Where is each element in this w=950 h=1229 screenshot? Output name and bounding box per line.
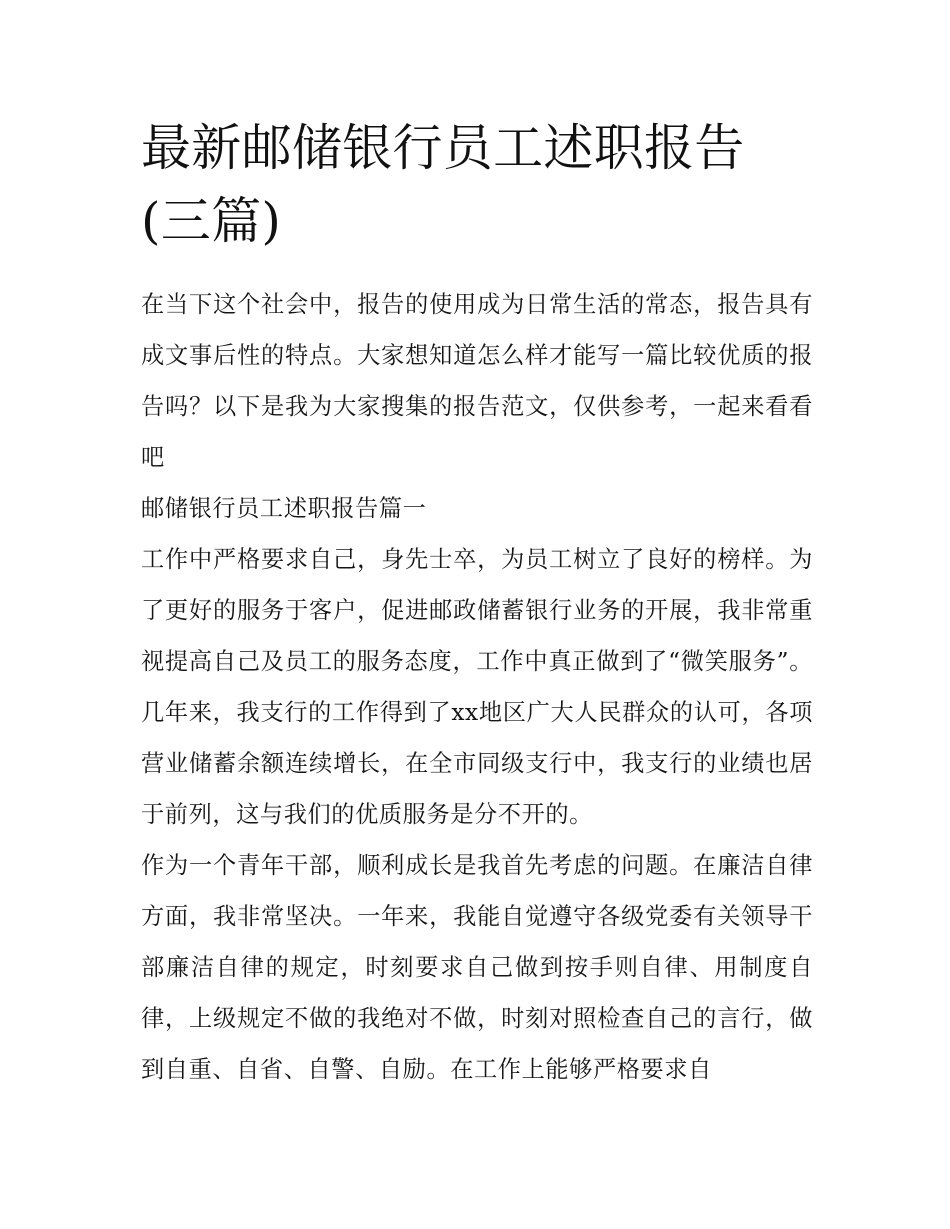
document-page — [141, 112, 813, 1095]
document-body — [141, 279, 813, 1095]
body-paragraph: 工作中严格要求自己，身先士卒，为员工树立了良好的榜样。为了更好的服务于客户，促进邮政储蓄银行业务的开展，我非常重视提高自己及员工的服务态度，工作中真正做到了“微笑服务”。几年来，我支行的工作得到了xx地区广大人民群众的认可，各项营业储蓄余额连续增长，在全市同级支行中，我支行的业绩也居于前列，这与我们的优质服务是分不开的。 — [141, 546, 813, 828]
section-heading: 邮储银行员工述职报告篇一 — [141, 495, 427, 522]
document-title: 最新邮储银行员工述职报告(三篇) — [141, 119, 745, 250]
intro-paragraph: 在当下这个社会中，报告的使用成为日常生活的常态，报告具有成文事后性的特点。大家想知道怎么样才能写一篇比较优质的报告吗？以下是我为大家搜集的报告范文，仅供参考，一起来看看吧 — [141, 291, 813, 471]
body-paragraph: 作为一个青年干部，顺利成长是我首先考虑的问题。在廉洁自律方面，我非常坚决。一年来，我能自觉遵守各级党委有关领导干部廉洁自律的规定，时刻要求自己做到按手则自律、用制度自律，上级规定不做的我绝对不做，时刻对照检查自己的言行，做到自重、自省、自警、自励。在工作上能够严格要求自 — [141, 852, 813, 1083]
